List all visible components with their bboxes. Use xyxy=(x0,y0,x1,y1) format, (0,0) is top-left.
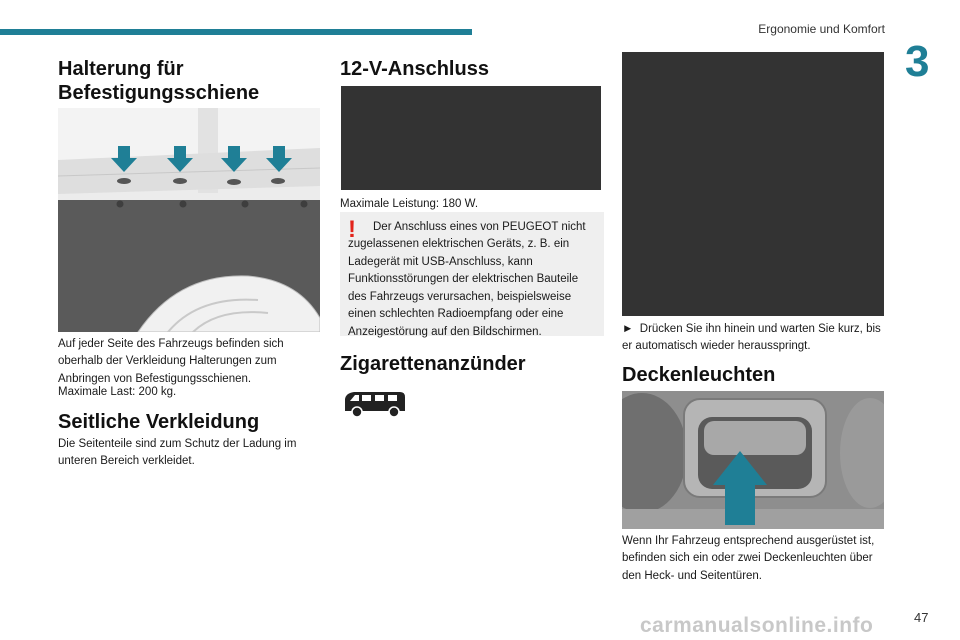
heading-cigarette-lighter: Zigarettenanzünder xyxy=(340,353,526,375)
paragraph-push-lighter xyxy=(622,321,884,356)
page-number: 47 xyxy=(914,610,929,625)
watermark: carmanualsonline.info xyxy=(640,614,874,637)
ceiling-light-illustration xyxy=(622,391,884,529)
paragraph-side-panelling: Die Seitenteile sind zum Schutz der Ladung im unteren Bereich verkleidet. xyxy=(58,438,297,468)
warning-text: Der Anschluss eines von PEUGEOT nicht zugelassenen elektrischen Geräts, z. B. ein Ladegerät mit USB-Anschluss, kann Funktionsstörungen der elektrischen Bauteile des Fahrzeugs verursachen, beispielsweise einen schlechten Radioempfang oder eine Anzeigestörung auf den Bildschirmen. xyxy=(348,221,586,338)
chapter-number: 3 xyxy=(905,37,930,86)
paragraph-max-power: Maximale Leistung: 180 W. xyxy=(340,198,479,210)
van-icon xyxy=(342,388,408,420)
warning-box xyxy=(340,212,604,336)
header-accent-bar xyxy=(0,29,472,35)
heading-ceiling-lights: Deckenleuchten xyxy=(622,364,776,386)
bullet-arrow-icon: ► xyxy=(622,323,634,335)
paragraph-mounting-rail: Auf jeder Seite des Fahrzeugs befinden sich oberhalb der Verkleidung Halterungen zum Anbringen von Befestigungsschienen. xyxy=(58,338,284,385)
section-title: Ergonomie und Komfort xyxy=(758,22,885,36)
paragraph-max-load: Maximale Last: 200 kg. xyxy=(58,386,177,398)
heading-12v-socket: 12-V-Anschluss xyxy=(340,58,489,80)
warning-icon: ! xyxy=(348,216,356,243)
heading-side-panelling: Seitliche Verkleidung xyxy=(58,411,260,433)
paragraph-ceiling-lights: Wenn Ihr Fahrzeug entsprechend ausgerüstet ist, befinden sich ein oder zwei Deckenleuchten über den Heck- und Seitentüren. xyxy=(622,535,875,582)
cigarette-lighter-image xyxy=(622,52,884,316)
rail-mount-illustration xyxy=(58,108,320,332)
socket-image xyxy=(341,86,601,190)
heading-mounting-rail: Halterung für Befestigungsschiene xyxy=(58,58,260,104)
push-lighter-text: Drücken Sie ihn hinein und warten Sie kurz, bis er automatisch wieder herausspringt. xyxy=(622,323,881,353)
